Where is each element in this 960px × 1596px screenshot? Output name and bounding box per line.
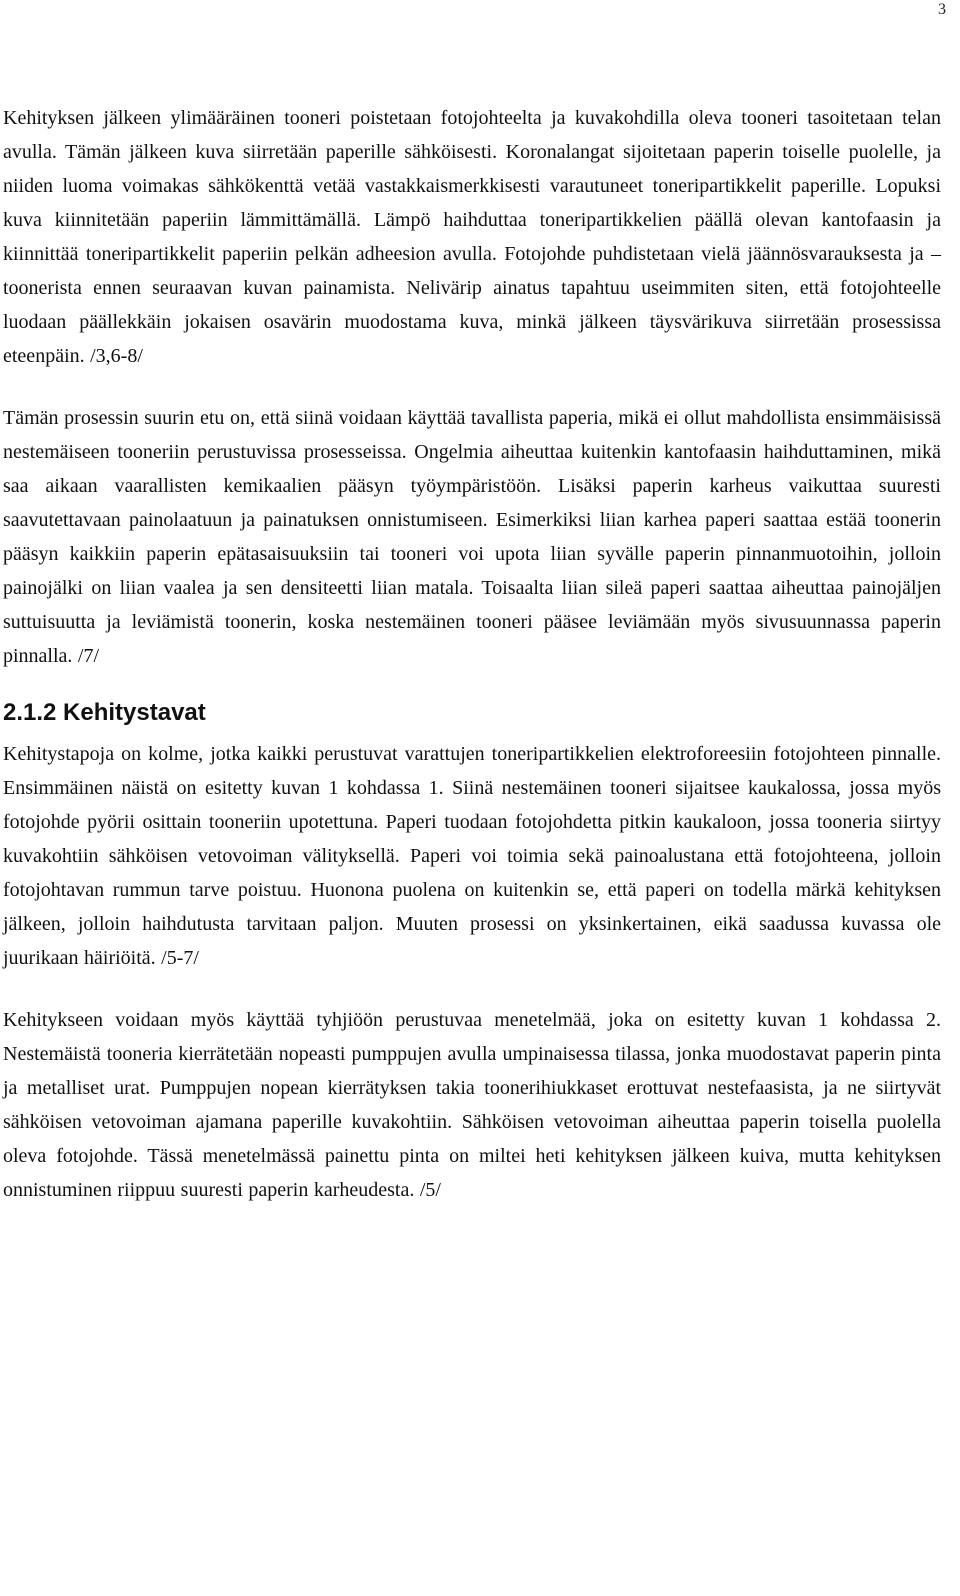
section-heading-kehitystavat: 2.1.2 Kehitystavat	[3, 699, 206, 726]
paragraph-development-methods: Kehitystapoja on kolme, jotka kaikki perustuvat varattujen toneripartikkelien elektroforeesiin fotojohteen pinnalle. Ensimmäinen näistä on esitetty kuvan 1 kohdassa 1. Siinä nestemäinen tooneri sijaitsee kaukalossa, jossa myös fotojohde pyörii osittain tooneriin upotettuna. Paperi tuodaan fotojohdetta pitkin kaukaloon, jossa tooneria siirtyy kuvakohtiin sähköisen vetovoiman välityksellä. Paperi voi toimia sekä painoalustana että fotojohteena, jolloin fotojohtavan rummun tarve poistuu. Huonona puolena on kuitenkin se, että paperi on todella märkä kehityksen jälkeen, jolloin haihdutusta tarvitaan paljon. Muuten prosessi on yksinkertainen, eikä saadussa kuvassa ole juurikaan häiriöitä. /5-7/	[3, 743, 941, 969]
page-content	[3, 101, 941, 1207]
paragraph-process-description: Kehityksen jälkeen ylimääräinen tooneri poistetaan fotojohteelta ja kuvakohdilla oleva tooneri tasoitetaan telan avulla. Tämän jälkeen kuva siirretään paperille sähköisesti. Koronalangat sijoitetaan paperin toiselle puolelle, ja niiden luoma voimakas sähkökenttä vetää vastakkaismerkkisesti varautuneet toneripartikkelit paperille. Lopuksi kuva kiinnitetään paperiin lämmittämällä. Lämpö haihduttaa toneripartikkelien päällä olevan kantofaasin ja kiinnittää toneripartikkelit paperiin pelkän adheesion avulla. Fotojohde puhdistetaan vielä jäännösvarauksesta ja –toonerista ennen seuraavan kuvan painamista. Nelivärip ainatus tapahtuu useimmiten siten, että fotojohteelle luodaan päällekkäin jokaisen osavärin muodostama kuva, minkä jälkeen täysvärikuva siirretään prosessissa eteenpäin. /3,6-8/	[3, 107, 941, 367]
paragraph-vacuum-method: Kehitykseen voidaan myös käyttää tyhjiöön perustuvaa menetelmää, joka on esitetty kuvan 1 kohdassa 2. Nestemäistä tooneria kierrätetään nopeasti pumppujen avulla umpinaisessa tilassa, jonka muodostavat paperin pinta ja metalliset urat. Pumppujen nopean kierrätyksen takia toonerihiukkaset erottuvat nestefaasista, ja ne siirtyvät sähköisen vetovoiman ajamana paperille kuvakohtiin. Sähköisen vetovoiman aiheuttaa paperin toisella puolella oleva fotojohde. Tässä menetelmässä painettu pinta on miltei heti kehityksen jälkeen kuiva, mutta kehityksen onnistuminen riippuu suuresti paperin karheudesta. /5/	[3, 1009, 941, 1201]
page-number: 3	[938, 1, 946, 18]
paragraph-process-advantages: Tämän prosessin suurin etu on, että siinä voidaan käyttää tavallista paperia, mikä ei ollut mahdollista ensimmäisissä nestemäiseen tooneriin perustuvissa prosesseissa. Ongelmia aiheuttaa kuitenkin kantofaasin haihduttaminen, mikä saa aikaan vaarallisten kemikaalien pääsyn työympäristöön. Lisäksi paperin karheus vaikuttaa suuresti saavutettavaan painolaatuun ja painatuksen onnistumiseen. Esimerkiksi liian karhea paperi saattaa estää toonerin pääsyn kaikkiin paperin epätasaisuuksiin tai tooneri voi upota liian syvälle paperin pinnanmuotoihin, jolloin painojälki on liian vaalea ja sen densiteetti liian matala. Toisaalta liian sileä paperi saattaa aiheuttaa painojäljen suttuisuutta ja leviämistä toonerin, koska nestemäinen tooneri pääsee leviämään myös sivusuunnassa paperin pinnalla. /7/	[3, 407, 941, 667]
